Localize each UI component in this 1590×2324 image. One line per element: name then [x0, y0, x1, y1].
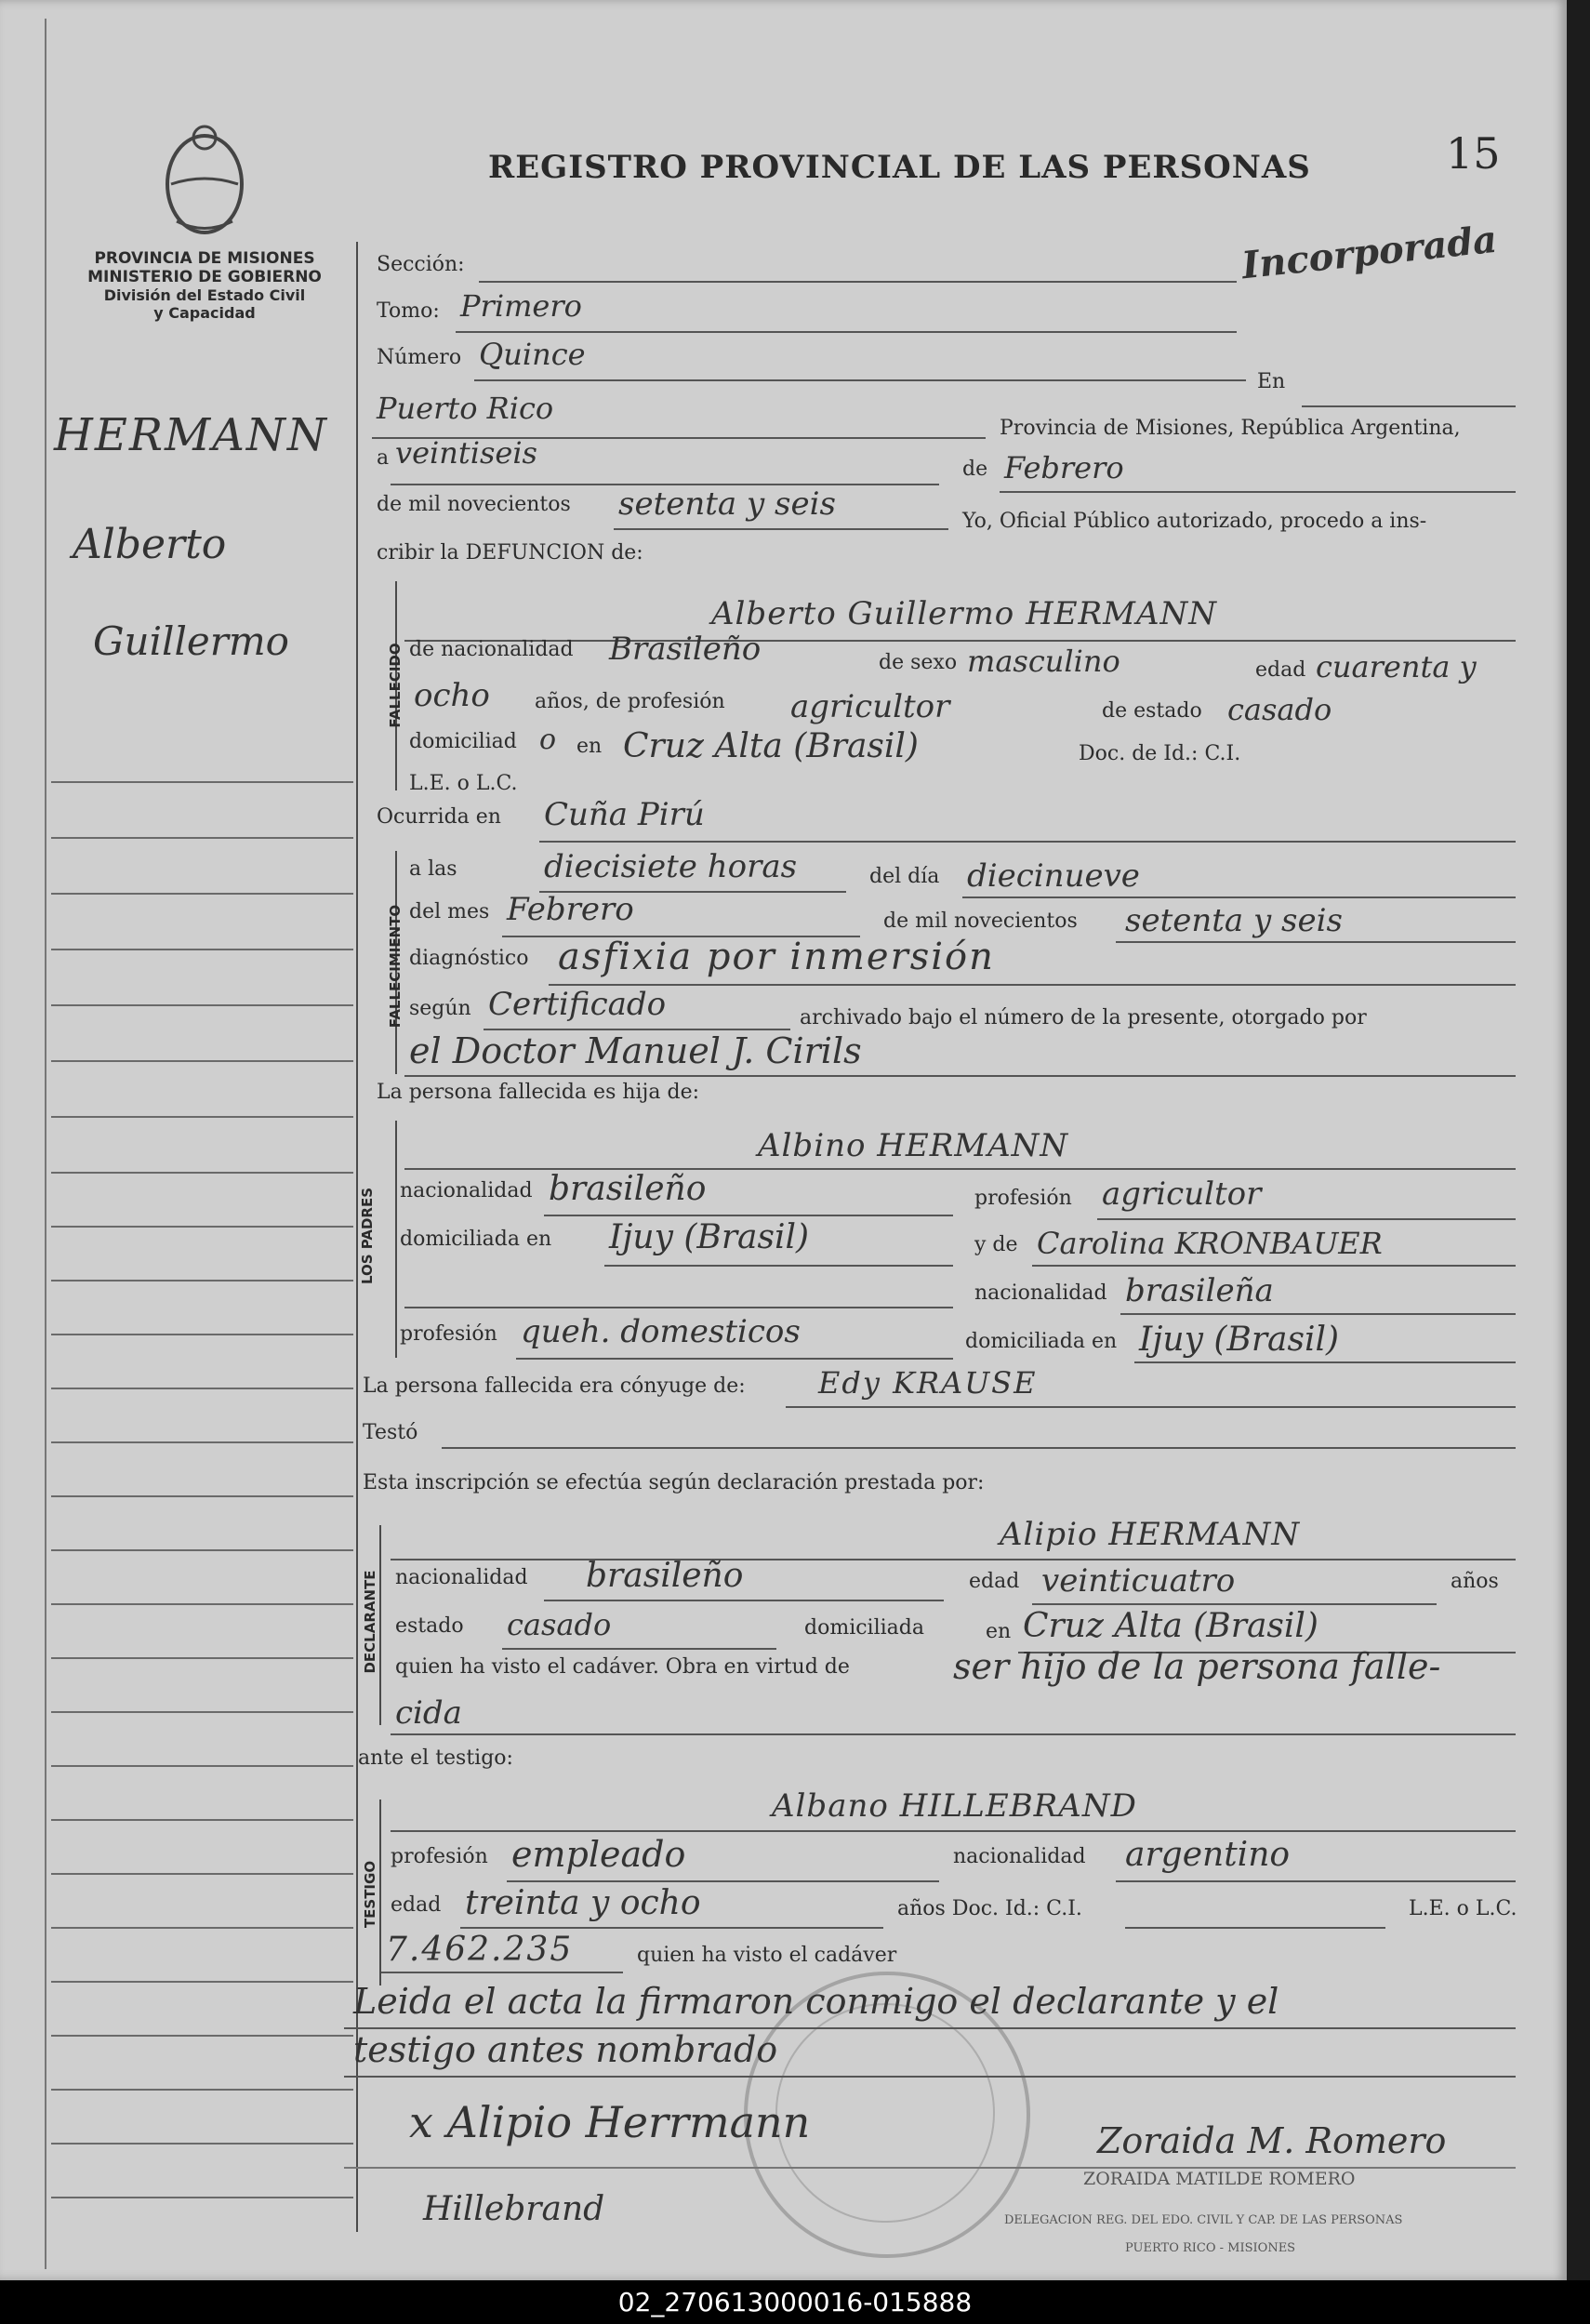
fallecido-domiciliado-suffix: o [539, 724, 557, 756]
padres-section-label: LOS PADRES [359, 1187, 376, 1285]
doctor-line [404, 1075, 1516, 1077]
madre-nacionalidad-line [1120, 1313, 1516, 1315]
declarante-quien-text: quien ha visto el cadáver. Obra en virtud de [395, 1655, 850, 1679]
declarante-edad-value: veinticuatro [1041, 1562, 1236, 1600]
month-value: Febrero [1004, 450, 1124, 485]
header-capacidad-line: y Capacidad [153, 304, 256, 322]
year-line [614, 528, 948, 530]
tomo-value: Primero [460, 288, 582, 324]
seccion-label: Sección: [377, 253, 465, 276]
page-title: REGISTRO PROVINCIAL DE LAS PERSONAS [488, 149, 1311, 186]
ocurrida-label: Ocurrida en [377, 805, 501, 829]
fallecido-sexo-label: de sexo [879, 651, 958, 674]
fallecido-nacionalidad-label: de nacionalidad [409, 638, 574, 661]
conyuge-label: La persona fallecida era cónyuge de: [363, 1374, 746, 1398]
testigo-bracket [379, 1799, 381, 1985]
testigo-nacionalidad-value: argentino [1125, 1836, 1291, 1874]
declarante-section-label: DECLARANTE [362, 1570, 378, 1674]
madre-profesion-line [516, 1358, 953, 1360]
testigo-edad-label: edad [391, 1893, 442, 1917]
margin-given-name-2: Guillermo [93, 618, 289, 664]
declarante-edad-line [1032, 1603, 1437, 1605]
segun-value: Certificado [488, 986, 667, 1023]
madre-domicilio-line [1134, 1361, 1516, 1363]
diagnostico-label: diagnóstico [409, 947, 529, 970]
fallecido-section-label: FALLECIDO [387, 643, 404, 728]
header-province-block [60, 249, 349, 322]
fallecido-anos-profesion-label: años, de profesión [535, 690, 725, 713]
padre-nacionalidad-value: brasileño [549, 1170, 707, 1208]
ano-line [1116, 941, 1516, 943]
margin-divider [356, 242, 358, 2232]
ante-testigo-label: ante el testigo: [358, 1746, 513, 1770]
page-number: 15 [1446, 128, 1501, 179]
padres-blank-line [404, 1307, 953, 1308]
madre-profesion-label: profesión [400, 1322, 497, 1346]
signature-line [344, 2167, 1516, 2169]
declarante-name-line [391, 1559, 1516, 1560]
fallecido-doc-label: Doc. de Id.: C.I. [1079, 742, 1241, 765]
testigo-profesion-line [507, 1880, 939, 1882]
testigo-name-line [391, 1830, 1516, 1832]
fallecido-domiciliado-label: domiciliad [409, 730, 517, 753]
fallecimiento-mil-label: de mil novecientos [883, 910, 1078, 933]
testigo-name: Albano HILLEBRAND [772, 1787, 1137, 1825]
official-text: Yo, Oficial Público autorizado, procedo a ins- [962, 510, 1427, 533]
testigo-nacionalidad-label: nacionalidad [953, 1845, 1086, 1868]
padre-name: Albino HERMANN [758, 1127, 1069, 1164]
closing-line-2-rule [344, 2076, 1516, 2078]
a-label: a [377, 446, 390, 470]
padres-bracket [395, 1121, 397, 1358]
padre-domicilio-value: Ijuy (Brasil) [609, 1218, 810, 1256]
madre-domicilio-value: Ijuy (Brasil) [1139, 1321, 1340, 1359]
mes-value: Febrero [507, 891, 634, 928]
declarante-nacionalidad-value: brasileño [586, 1557, 744, 1595]
margin-surname: HERMANN [54, 409, 328, 461]
numero-value: Quince [479, 337, 586, 372]
place-value: Puerto Rico [377, 391, 554, 426]
testigo-profesion-label: profesión [391, 1845, 488, 1868]
testigo-quien-text: quien ha visto el cadáver [637, 1944, 897, 1967]
declarante-nacionalidad-label: nacionalidad [395, 1566, 528, 1589]
mil-novecientos-label: de mil novecientos [377, 493, 571, 516]
madre-name-line [1032, 1265, 1516, 1267]
top-signature: Incorporada [1239, 217, 1500, 288]
testigo-nacionalidad-line [1116, 1880, 1516, 1882]
image-caption: 02_270613000016-015888 [617, 2287, 973, 2317]
archivado-text: archivado bajo el número de la presente, otorgado por [800, 1006, 1367, 1029]
dia-line [962, 896, 1516, 898]
stamp-line-3: PUERTO RICO - MISIONES [1125, 2241, 1296, 2255]
fallecido-le-label: L.E. o L.C. [409, 772, 518, 795]
closing-line-2: testigo antes nombrado [353, 2029, 778, 2070]
testo-label: Testó [363, 1421, 418, 1444]
tomo-line [456, 331, 1237, 333]
del-dia-label: del día [869, 865, 940, 888]
declarante-nacionalidad-line [544, 1600, 944, 1601]
signature-official: Zoraida M. Romero [1097, 2120, 1447, 2161]
cribir-text: cribir la DEFUNCION de: [377, 541, 643, 564]
testigo-doc-line [1125, 1927, 1385, 1929]
testigo-anos-doc-label: años Doc. Id.: C.I. [897, 1897, 1082, 1920]
fallecido-edad-value-2: ocho [414, 677, 490, 714]
header-ministry-line: MINISTERIO DE GOBIERNO [87, 268, 322, 286]
fallecido-sexo-value: masculino [967, 644, 1120, 679]
padre-profesion-line [1097, 1218, 1516, 1220]
header-division-line: División del Estado Civil [103, 286, 306, 304]
dia-value: diecinueve [967, 857, 1140, 895]
doctor-value: el Doctor Manuel J. Cirils [409, 1030, 862, 1071]
testigo-doc-number: 7.462.235 [386, 1931, 574, 1969]
numero-line [474, 379, 1246, 381]
testigo-edad-value: treinta y ocho [465, 1884, 701, 1922]
padre-nacionalidad-label: nacionalidad [400, 1179, 533, 1202]
conyuge-line [786, 1406, 1516, 1408]
hora-value: diecisiete horas [544, 848, 798, 885]
ano-value: setenta y seis [1125, 902, 1343, 939]
declarante-en-label: en [986, 1620, 1012, 1643]
day-value: veintiseis [395, 435, 537, 471]
month-line [1000, 491, 1516, 493]
declarante-estado-value: casado [507, 1607, 612, 1642]
ocurrida-value: Cuña Pirú [544, 796, 705, 833]
stamp-line-2: DELEGACION REG. DEL EDO. CIVIL Y CAP. DE LAS PERSONAS [1004, 2213, 1403, 2227]
fallecido-edad-value-1: cuarenta y [1316, 649, 1477, 684]
padre-profesion-label: profesión [974, 1187, 1072, 1210]
fallecido-profesion-value: agricultor [790, 688, 950, 725]
madre-profesion-value: queh. domesticos [521, 1313, 801, 1350]
declarante-motivo-line [391, 1733, 1516, 1735]
madre-nacionalidad-label: nacionalidad [974, 1282, 1107, 1305]
tomo-label: Tomo: [377, 299, 440, 323]
stamp-line-1: ZORAIDA MATILDE ROMERO [1083, 2169, 1356, 2189]
diagnostico-value: asfixia por inmersión [558, 936, 995, 978]
coat-of-arms-icon [158, 119, 251, 240]
padre-domicilio-line [604, 1265, 953, 1267]
conyuge-value: Edy KRAUSE [818, 1365, 1038, 1401]
y-de-label: y de [974, 1233, 1018, 1256]
signature-testigo: Hillebrand [423, 2190, 605, 2228]
testigo-le-label: L.E. o L.C. [1409, 1897, 1517, 1920]
fallecido-en-label: en [576, 735, 603, 758]
declarante-domicilio-value: Cruz Alta (Brasil) [1023, 1607, 1318, 1645]
page-left-edge [45, 19, 46, 2269]
signature-declarante: x Alipio Herrmann [409, 2097, 811, 2147]
declarante-estado-line [502, 1648, 776, 1650]
inscripcion-text: Esta inscripción se efectúa según declaración prestada por: [363, 1471, 985, 1494]
madre-nacionalidad-value: brasileña [1125, 1272, 1274, 1309]
fallecido-domicilio-value: Cruz Alta (Brasil) [623, 727, 919, 765]
madre-domiciliada-label: domiciliada en [965, 1330, 1118, 1353]
seccion-line [479, 281, 1237, 283]
de-label: de [962, 458, 988, 481]
declarante-name: Alipio HERMANN [1000, 1516, 1301, 1553]
image-caption-bar [0, 2280, 1590, 2324]
madre-name: Carolina KRONBAUER [1037, 1226, 1383, 1261]
declarante-domiciliada-label: domiciliada [804, 1616, 924, 1640]
ocurrida-line [539, 841, 1516, 843]
padres-intro: La persona fallecida es hija de: [377, 1081, 700, 1104]
padre-profesion-value: agricultor [1102, 1175, 1262, 1213]
testo-line [442, 1447, 1516, 1449]
testigo-edad-line [460, 1927, 883, 1929]
closing-line-1: Leida el acta la firmaron conmigo el declarante y el [353, 1981, 1279, 2022]
padre-nacionalidad-line [544, 1215, 953, 1216]
provincia-text: Provincia de Misiones, República Argentina, [1000, 417, 1461, 440]
diagnostico-line [549, 984, 1516, 986]
declarante-bracket [379, 1525, 381, 1725]
fallecido-edad-label: edad [1255, 658, 1306, 682]
en-line [1302, 405, 1516, 407]
padre-domiciliada-label: domiciliada en [400, 1228, 552, 1251]
year-value: setenta y seis [618, 485, 836, 523]
declarante-estado-label: estado [395, 1614, 464, 1638]
fallecido-nacionalidad-value: Brasileño [609, 631, 762, 668]
fallecido-estado-label: de estado [1102, 699, 1202, 723]
declarante-motivo-value-1: ser hijo de la persona falle- [953, 1646, 1441, 1687]
a-las-label: a las [409, 857, 457, 881]
margin-given-name-1: Alberto [73, 521, 227, 568]
fallecido-estado-value: casado [1227, 692, 1332, 727]
declarante-motivo-value-2: cida [395, 1694, 462, 1732]
fallecimiento-section-label: FALLECIMIENTO [387, 904, 404, 1029]
testigo-profesion-value: empleado [511, 1834, 686, 1875]
en-label: En [1257, 370, 1286, 393]
declarante-edad-label: edad [969, 1570, 1020, 1593]
testigo-doc-number-line [381, 1972, 623, 1973]
testigo-section-label: TESTIGO [362, 1860, 378, 1929]
declarante-anos-label: años [1451, 1570, 1499, 1593]
numero-label: Número [377, 346, 462, 369]
segun-label: según [409, 997, 471, 1020]
del-mes-label: del mes [409, 900, 490, 923]
header-province-line: PROVINCIA DE MISIONES [94, 249, 315, 268]
fallecido-name: Alberto Guillermo HERMANN [711, 595, 1218, 632]
